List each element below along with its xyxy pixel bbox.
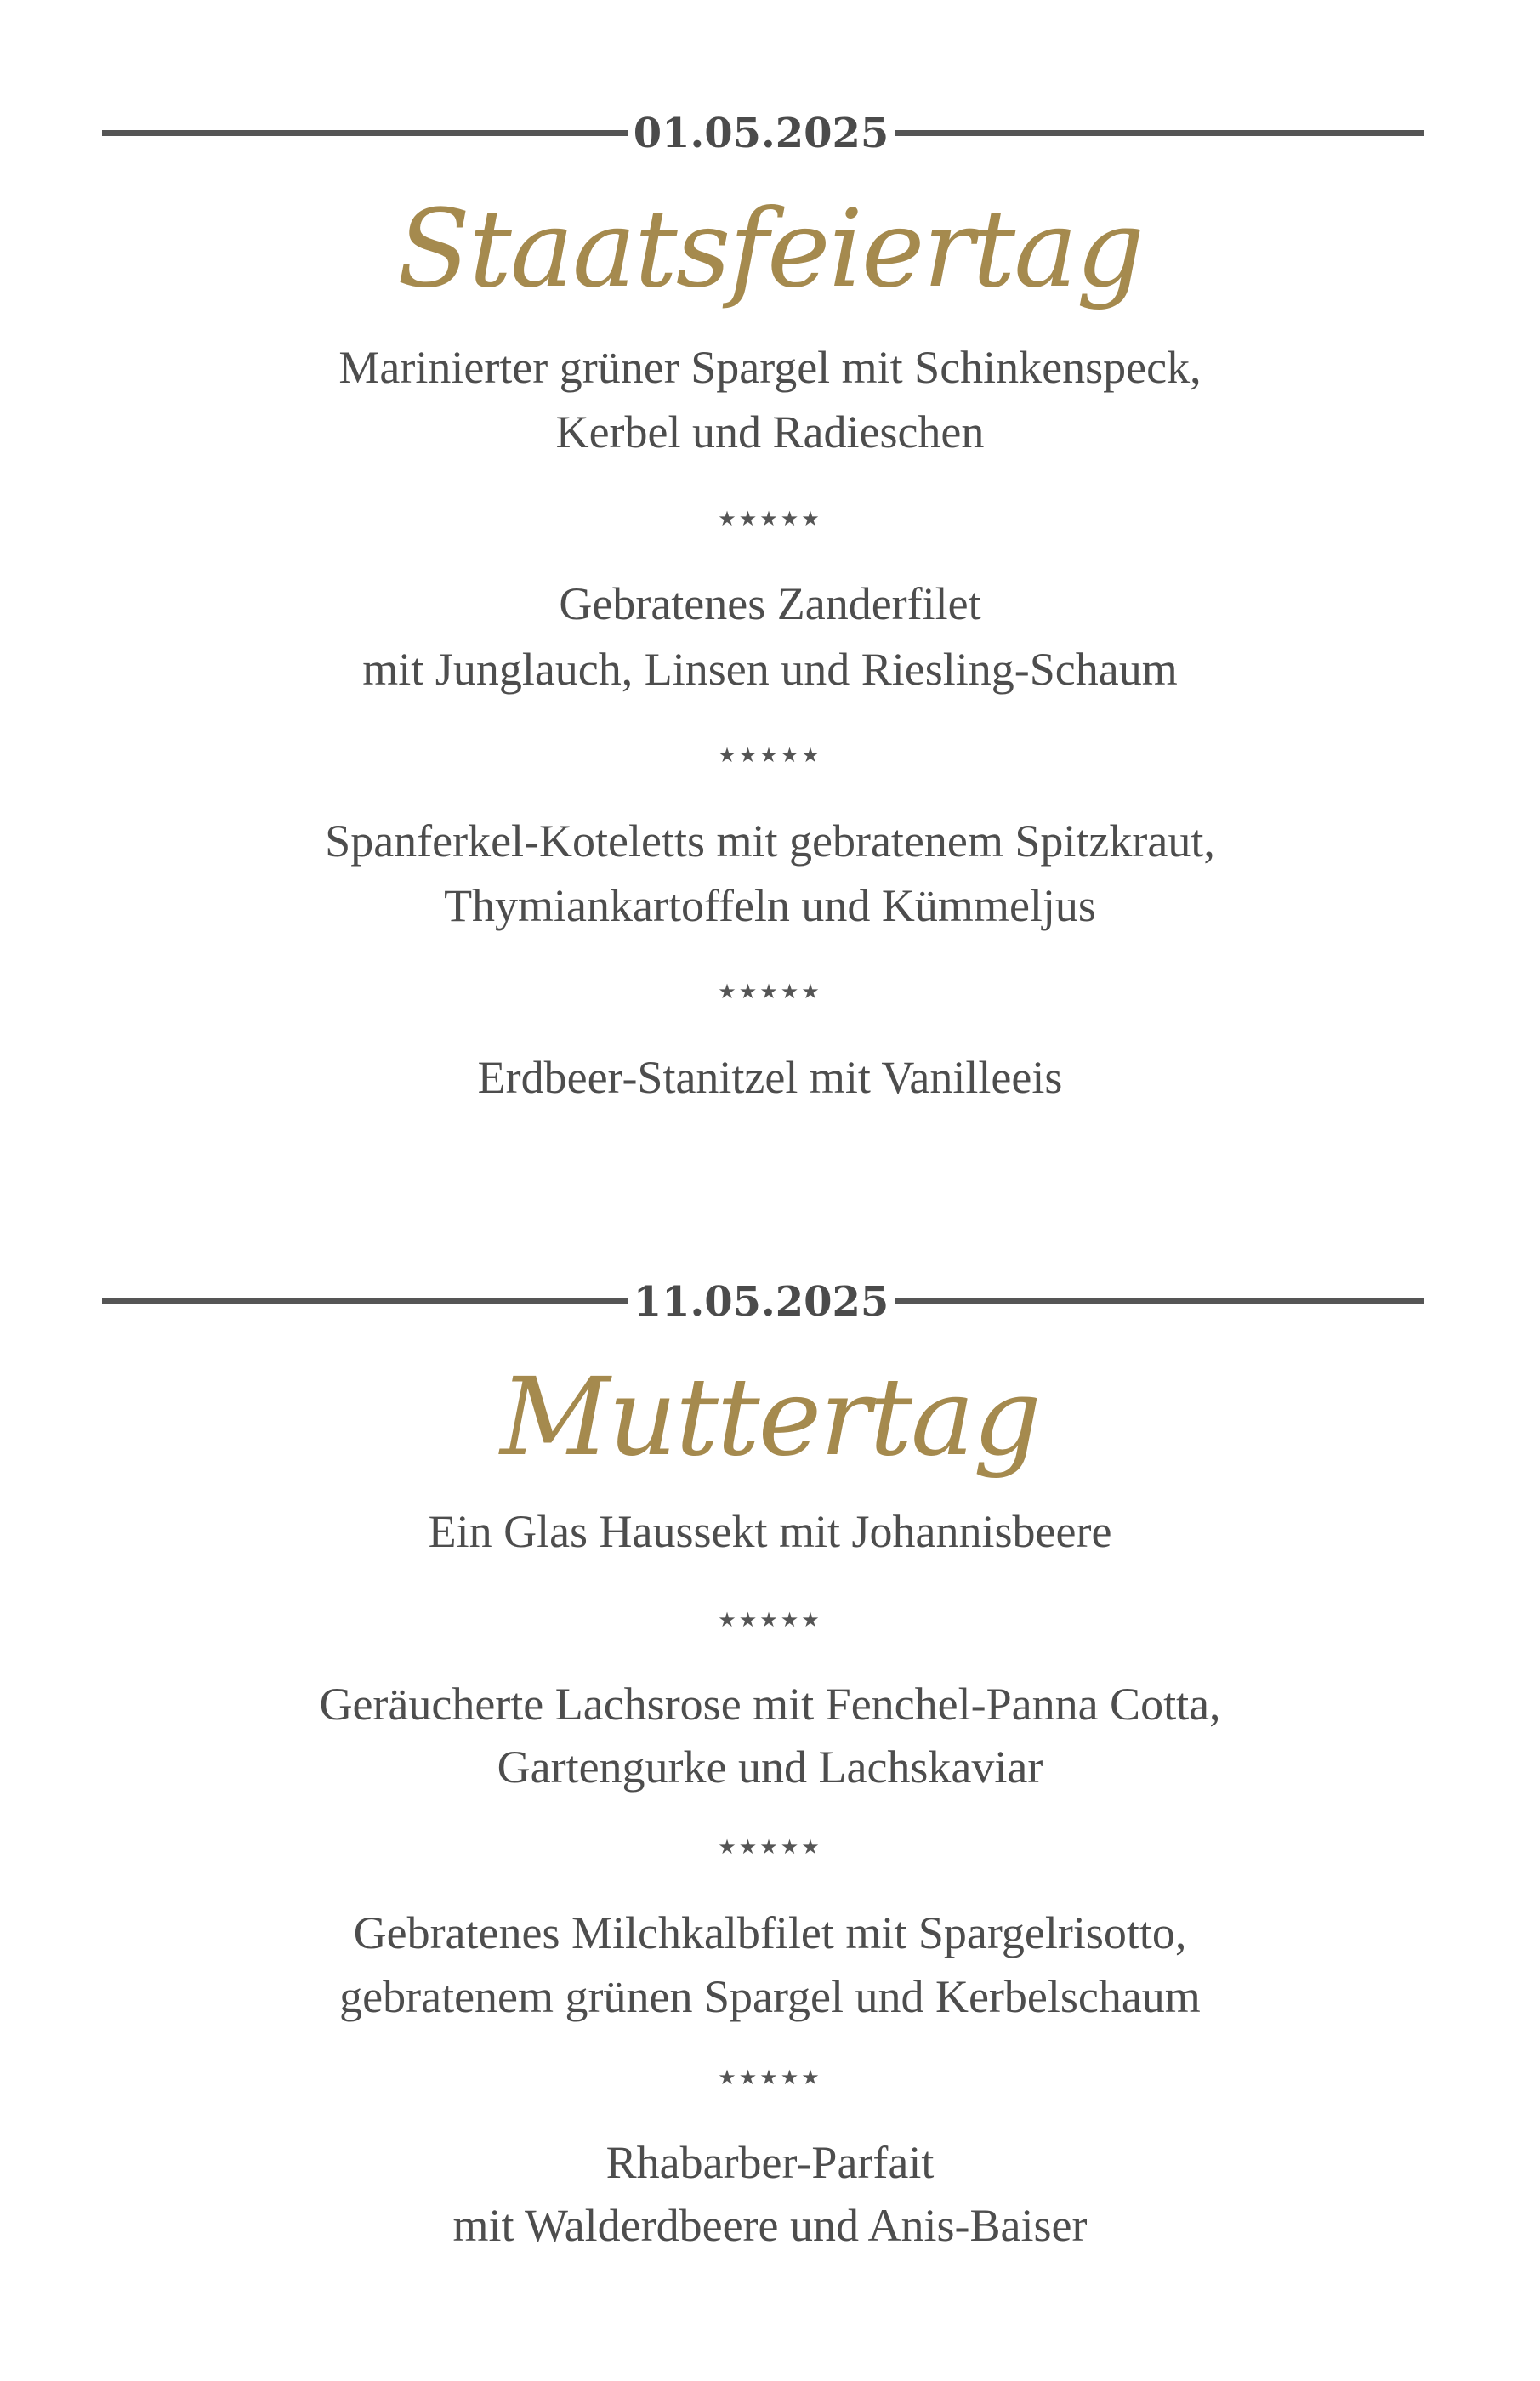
- course-line: Marinierter grüner Spargel mit Schinkenspeck,: [338, 342, 1202, 393]
- menu-title: Staatsfeiertag: [396, 186, 1144, 311]
- date-header: [0, 104, 1540, 163]
- menu-date: 01.05.2025: [633, 110, 889, 157]
- course-separator: ★★★★★: [718, 2066, 822, 2089]
- divider-right: [895, 130, 1424, 136]
- course-line: Erdbeer-Stanitzel mit Vanilleeis: [477, 1052, 1063, 1103]
- menu-title: Muttertag: [500, 1355, 1040, 1480]
- course-line: gebratenem grünen Spargel und Kerbelschaum: [339, 1971, 1201, 2022]
- course-line: Gebratenes Zanderfilet: [559, 578, 981, 629]
- course-separator: ★★★★★: [718, 507, 822, 531]
- course-line: mit Junglauch, Linsen und Riesling-Schaum: [362, 644, 1178, 695]
- course-line: Thymiankartoffeln und Kümmeljus: [444, 880, 1096, 931]
- divider-left: [102, 130, 628, 136]
- course-line: Ein Glas Haussekt mit Johannisbeere: [428, 1506, 1112, 1557]
- course-separator: ★★★★★: [718, 743, 822, 767]
- date-header: [0, 1272, 1540, 1332]
- divider-right: [895, 1298, 1424, 1304]
- course-line: Rhabarber-Parfait: [605, 2137, 935, 2188]
- course-line: Gartengurke und Lachskaviar: [497, 1742, 1043, 1793]
- course-separator: ★★★★★: [718, 980, 822, 1003]
- course-line: Kerbel und Radieschen: [555, 406, 985, 457]
- divider-left: [102, 1298, 628, 1304]
- course-line: mit Walderdbeere und Anis-Baiser: [452, 2200, 1088, 2251]
- menu-date: 11.05.2025: [633, 1278, 889, 1326]
- course-line: Spanferkel-Koteletts mit gebratenem Spitzkraut,: [325, 815, 1215, 867]
- course-line: Geräucherte Lachsrose mit Fenchel-Panna Cotta,: [319, 1679, 1221, 1730]
- course-line: Gebratenes Milchkalbfilet mit Spargelrisotto,: [353, 1907, 1187, 1958]
- course-separator: ★★★★★: [718, 1835, 822, 1859]
- course-separator: ★★★★★: [718, 1608, 822, 1632]
